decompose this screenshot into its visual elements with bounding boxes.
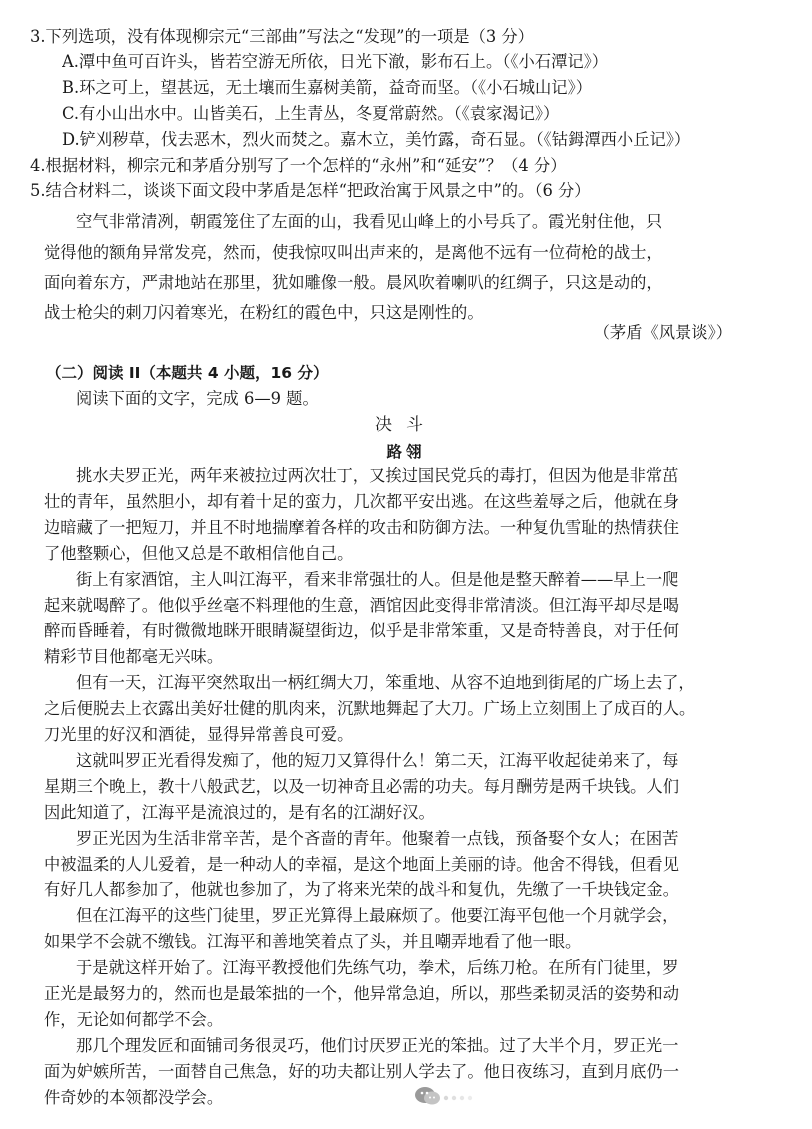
story-line: 面为妒嫉所苦，一面替自己焦急，好的功夫都让别人学去了。他日夜练习，直到月底仍一 xyxy=(44,1062,679,1081)
story-line: 有好几人都参加了，他就也参加了，为了将来光荣的战斗和复仇，先缴了一千块钱定金。 xyxy=(44,880,679,899)
q5-stem: 5.结合材料二，谈谈下面文段中茅盾是怎样“把政治寓于风景之中”的。（6 分） xyxy=(30,181,591,200)
story-title: 决斗 xyxy=(375,415,437,435)
passage-line: 面向着东方，严肃地站在那里，犹如雕像一般。晨风吹着喇叭的红绸子，只这是动的， xyxy=(44,273,663,292)
story-line: 了他整颗心，但他又总是不敢相信他自己。 xyxy=(44,544,354,563)
story-line: 作，无论如何都学不会。 xyxy=(44,1010,224,1029)
q3-option-b: B.环之可上，望甚远，无土壤而生嘉树美箭，益奇而坚。（《小石城山记》） xyxy=(62,78,592,97)
story-line: 那几个理发匠和面铺司务很灵巧，他们讨厌罗正光的笨拙。过了大半个月，罗正光一 xyxy=(76,1036,679,1055)
wechat-logo-icon xyxy=(414,1086,442,1106)
story-line: 罗正光因为生活非常辛苦，是个吝啬的青年。他聚着一点钱，预备娶个女人；在困苦 xyxy=(76,829,679,848)
story-line: 正光是最努力的，然而也是最笨拙的一个，他异常急迫，所以，那些柔韧灵活的姿势和动 xyxy=(44,984,679,1003)
story-line: 之后便脱去上衣露出美好壮健的肌肉来，沉默地舞起了大刀。广场上立刻围上了成百的人。 xyxy=(44,699,696,718)
story-line: 星期三个晚上，教十八般武艺，以及一切神奇且必需的功夫。每月酬劳是两千块钱。人们 xyxy=(44,777,679,796)
story-line: 醉而昏睡着，有时微微地眯开眼睛凝望街边，似乎是非常笨重，又是奇特善良，对于任何 xyxy=(44,621,679,640)
watermark-dots xyxy=(442,1094,494,1102)
story-line: 街上有家酒馆，主人叫江海平，看来非常强壮的人。但是他是整天醉着——早上一爬 xyxy=(76,570,679,589)
story-line: 这就叫罗正光看得发痴了，他的短刀又算得什么！第二天，江海平收起徒弟来了，每 xyxy=(76,751,679,770)
passage-source: （茅盾《风景谈》） xyxy=(593,323,732,342)
story-line: 于是就这样开始了。江海平教授他们先练气功，拳术，后练刀枪。在所有门徒里，罗 xyxy=(76,958,679,977)
story-line: 精彩节目他都毫无兴味。 xyxy=(44,647,224,666)
story-line: 但有一天，江海平突然取出一柄红绸大刀，笨重地、从容不迫地到街尾的广场上去了， xyxy=(76,673,695,692)
story-line: 但在江海平的这些门徒里，罗正光算得上最麻烦了。他要江海平包他一个月就学会， xyxy=(76,906,679,925)
story-line: 因此知道了，江海平是流浪过的，是有名的江湖好汉。 xyxy=(44,803,435,822)
story-author: 路翎 xyxy=(386,442,426,461)
story-line: 壮的青年，虽然胆小，却有着十足的蛮力，几次都平安出逃。在这些羞辱之后，他就在身 xyxy=(44,492,679,511)
passage-line: 觉得他的额角异常发亮，然而，使我惊叹叫出声来的，是离他不远有一位荷枪的战士， xyxy=(44,243,663,262)
story-line: 刀光里的好汉和酒徒，显得异常善良可爱。 xyxy=(44,725,354,744)
q3-option-a: A.潭中鱼可百许头，皆若空游无所依，日光下澈，影布石上。（《小石潭记》） xyxy=(62,52,609,71)
story-line: 挑水夫罗正光，两年来被拉过两次壮丁，又挨过国民党兵的毒打，但因为他是非常茁 xyxy=(76,466,679,485)
q3-option-c: C.有小山出水中。山皆美石，上生青丛，冬夏常蔚然。（《袁家渴记》） xyxy=(62,104,560,123)
q3-stem: 3.下列选项，没有体现柳宗元“三部曲”写法之“发现”的一项是（3 分） xyxy=(30,27,534,46)
story-line: 件奇妙的本领都没学会。 xyxy=(44,1088,224,1107)
q4-stem: 4.根据材料，柳宗元和茅盾分别写了一个怎样的“永州”和“延安”？（4 分） xyxy=(30,156,567,175)
passage-line: 战士枪尖的刺刀闪着寒光，在粉红的霞色中，只这是刚性的。 xyxy=(44,303,484,322)
q3-option-d: D.铲刈秽草，伐去恶木，烈火而焚之。嘉木立，美竹露，奇石显。（《钴鉧潭西小丘记》） xyxy=(62,130,691,149)
story-line: 中被温柔的人儿爱着，是一种动人的幸福，是这个地面上美丽的诗。他舍不得钱，但看见 xyxy=(44,855,679,874)
section-instruction: 阅读下面的文字，完成 6—9 题。 xyxy=(76,389,319,408)
section-heading: （二）阅读 II（本题共 4 小题，16 分） xyxy=(46,364,329,382)
story-line: 如果学不会就不缴钱。江海平和善地笑着点了头，并且嘲弄地看了他一眼。 xyxy=(44,932,582,951)
story-line: 边暗藏了一把短刀，并且不时地揣摩着各样的攻击和防御方法。一种复仇雪耻的热情获住 xyxy=(44,518,679,537)
passage-line: 空气非常清冽，朝霞笼住了左面的山，我看见山峰上的小号兵了。霞光射住他，只 xyxy=(76,212,663,231)
story-line: 起来就喝醉了。他似乎丝毫不料理他的生意，酒馆因此变得非常清淡。但江海平却尽是喝 xyxy=(44,596,679,615)
